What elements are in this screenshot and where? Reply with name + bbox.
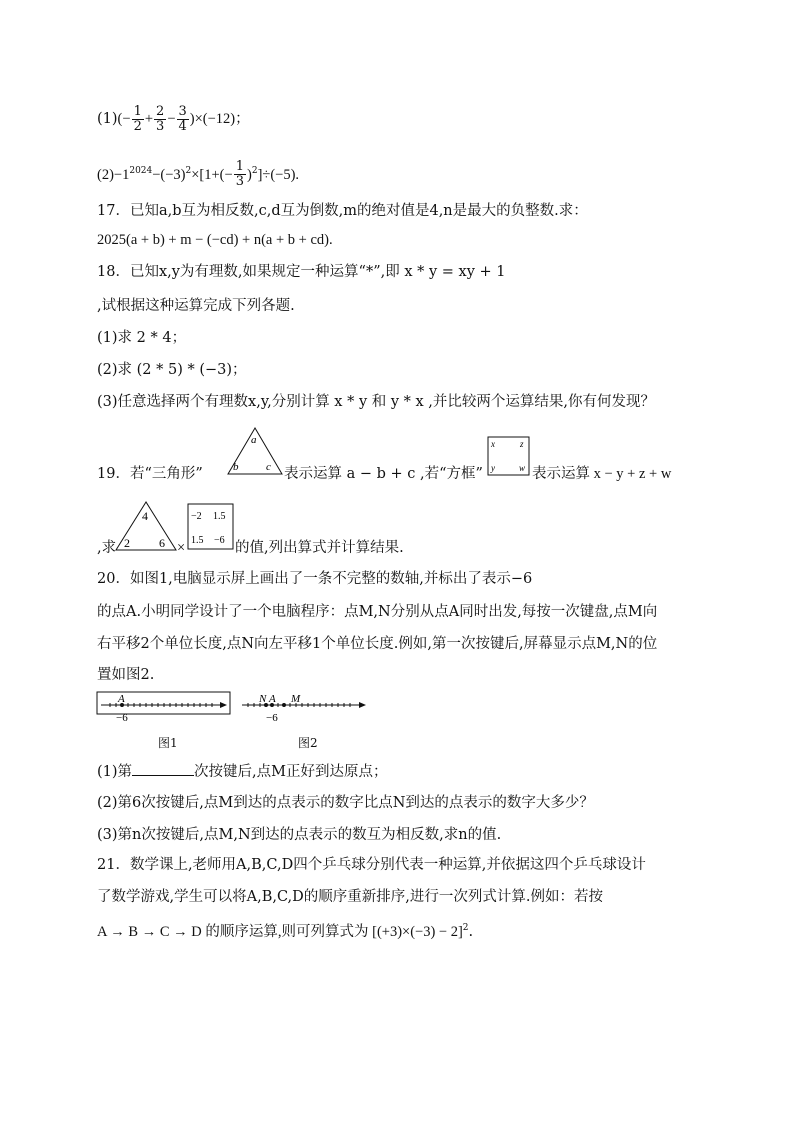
fraction-2 [154, 105, 166, 134]
figure-2-number-line [240, 690, 370, 726]
q17-line2: 2025(a + b) + m − (−cd) + n(a + b + cd). [97, 232, 333, 248]
fig2-point-m [282, 703, 286, 707]
fig2-tick-label: −6 [266, 712, 278, 724]
problem-1-tail: ×(−12)； [194, 111, 250, 127]
fraction-4-den: 3 [235, 174, 244, 190]
fraction-1 [132, 105, 144, 134]
fraction-3 [177, 105, 189, 134]
close-paren: ) [189, 111, 195, 127]
fraction-1-num: 1 [133, 103, 142, 119]
figure-1-caption: 图1 [158, 736, 178, 750]
q20-sub2: (2)第6次按键后,点M到达的点表示的数字比点N到达的点表示的数字大多少？ [97, 795, 594, 811]
q19-mid-text: 表示运算 a − b + c ,若“方框” [284, 466, 483, 482]
q19-mid [284, 464, 483, 484]
fraction-3-num: 3 [178, 103, 187, 119]
triangle2-label-c: 6 [159, 536, 165, 550]
box2-label-w: −6 [214, 535, 225, 546]
figure-1-number-line [96, 690, 232, 726]
plus-sign: + [144, 111, 154, 127]
fig1-label-a: A [118, 693, 125, 705]
q18-sub1: (1)求 2 * 4； [97, 330, 187, 346]
fraction-2-den: 3 [156, 118, 165, 134]
q20-line1: 20．如图1,电脑显示屏上画出了一条不完整的数轴,并标出了表示−6 [97, 571, 533, 587]
fraction-4 [234, 160, 246, 189]
box-label-y: y [491, 463, 495, 473]
problem-2-part-b: −(−3) [152, 166, 186, 183]
exponent-square: 2 [185, 166, 192, 176]
q20-line3: 右平移2个单位长度,点N向左平移1个单位长度.例如,第一次按键后,屏幕显示点M,N的位 [97, 636, 658, 652]
triangle2-label-b: 2 [124, 536, 130, 550]
box-figure-2 [187, 503, 235, 551]
box-label-z: z [520, 439, 524, 449]
figure-2-caption: 图2 [298, 736, 318, 750]
triangle-label-a: a [251, 434, 257, 446]
q18-sub3: (3)任意选择两个有理数x,y,分别计算 x * y 和 y * x ,并比较两个运算结果,你有何发现？ [97, 394, 656, 410]
q19-line1 [97, 464, 203, 484]
triangle-label-c: c [266, 461, 271, 473]
problem-1 [97, 104, 250, 134]
q20-sub1 [97, 761, 388, 782]
q20-sub3: (3)第n次按键后,点M,N到达的点表示的数互为相反数,求n的值. [97, 827, 502, 843]
q18-line1: 18．已知x,y为有理数,如果规定一种运算“*”,即 x * y = xy + 1 [97, 264, 506, 280]
q21-exponent: 2 [462, 923, 469, 933]
problem-2-part-c: ×[1+(− [191, 166, 233, 183]
problem-2-part-a: (2)−1 [97, 166, 130, 183]
problem-2: $(2)-1^{2024}-(-3)^2\times[1+(-$ $\frac{1}{3}$ )$^2$]÷(−5). [97, 159, 300, 190]
q21-line1: 21．数学课上,老师用A,B,C,D四个乒乓球分别代表一种运算,并依据这四个乒乓球设计 [97, 857, 646, 873]
q20-sub1-post: 次按键后,点M正好到达原点； [194, 764, 388, 780]
q20-sub1-pre: (1)第 [97, 764, 133, 780]
triangle2-label-a: 4 [142, 509, 148, 523]
q19-ask-pre: ,求 [97, 540, 117, 556]
q17-line1: 17．已知a,b互为相反数,c,d互为倒数,m的绝对值是4,n是最大的负整数.求： [97, 203, 588, 219]
open-paren: (− [117, 111, 131, 127]
minus-sign: − [167, 111, 176, 127]
q19-post: 表示运算 x − y + z + w [532, 466, 672, 482]
box-label-x: x [491, 439, 495, 449]
fraction-3-den: 4 [178, 118, 187, 134]
triangle-figure [226, 426, 284, 476]
fig2-label-n: N [259, 693, 267, 705]
q19-pre: 19．若“三角形” [97, 466, 203, 482]
q19-times: × [177, 540, 186, 556]
box-figure [487, 436, 531, 476]
q21-line3 [97, 918, 473, 942]
box2-label-y: 1.5 [191, 535, 204, 546]
fraction-1-den: 2 [133, 118, 142, 134]
exponent-2024: 2024 [129, 166, 153, 176]
fraction-4-num: 1 [235, 159, 244, 175]
answer-blank[interactable] [132, 761, 194, 776]
q21-line3-end: . [468, 923, 474, 940]
problem-1-label: (1) [97, 111, 118, 127]
q21-line2: 了数学游戏,学生可以将A,B,C,D的顺序重新排序,进行一次列式计算.例如：若按 [97, 889, 603, 905]
q20-line4: 置如图2. [97, 667, 155, 683]
box-label-w: w [519, 463, 526, 473]
exponent-square-2: 2 [251, 166, 258, 176]
q20-line2: 的点A.小明同学设计了一个电脑程序：点M,N分别从点A同时出发,每按一次键盘,点M向 [97, 604, 658, 620]
q18-sub2: (2)求 (2 * 5) * (−3)； [97, 362, 247, 378]
q21-line3-text: A → B → C → D 的顺序运算,则可列算式为 [(+3)×(−3) − 2] [97, 923, 463, 940]
triangle-figure-2 [114, 500, 178, 552]
problem-2-part-d: ]÷(−5). [257, 166, 300, 183]
fraction-2-num: 2 [156, 103, 165, 119]
fig2-label-a: A [269, 693, 276, 705]
q18-line2: ,试根据这种运算完成下列各题. [97, 298, 295, 314]
box2-label-z: 1.5 [213, 511, 226, 522]
fig1-tick-label: −6 [116, 712, 128, 724]
q19-ask-post: 的值,列出算式并计算结果. [235, 540, 404, 556]
triangle-label-b: b [233, 461, 239, 473]
fig2-label-m: M [291, 693, 301, 705]
box2-label-x: −2 [191, 511, 202, 522]
